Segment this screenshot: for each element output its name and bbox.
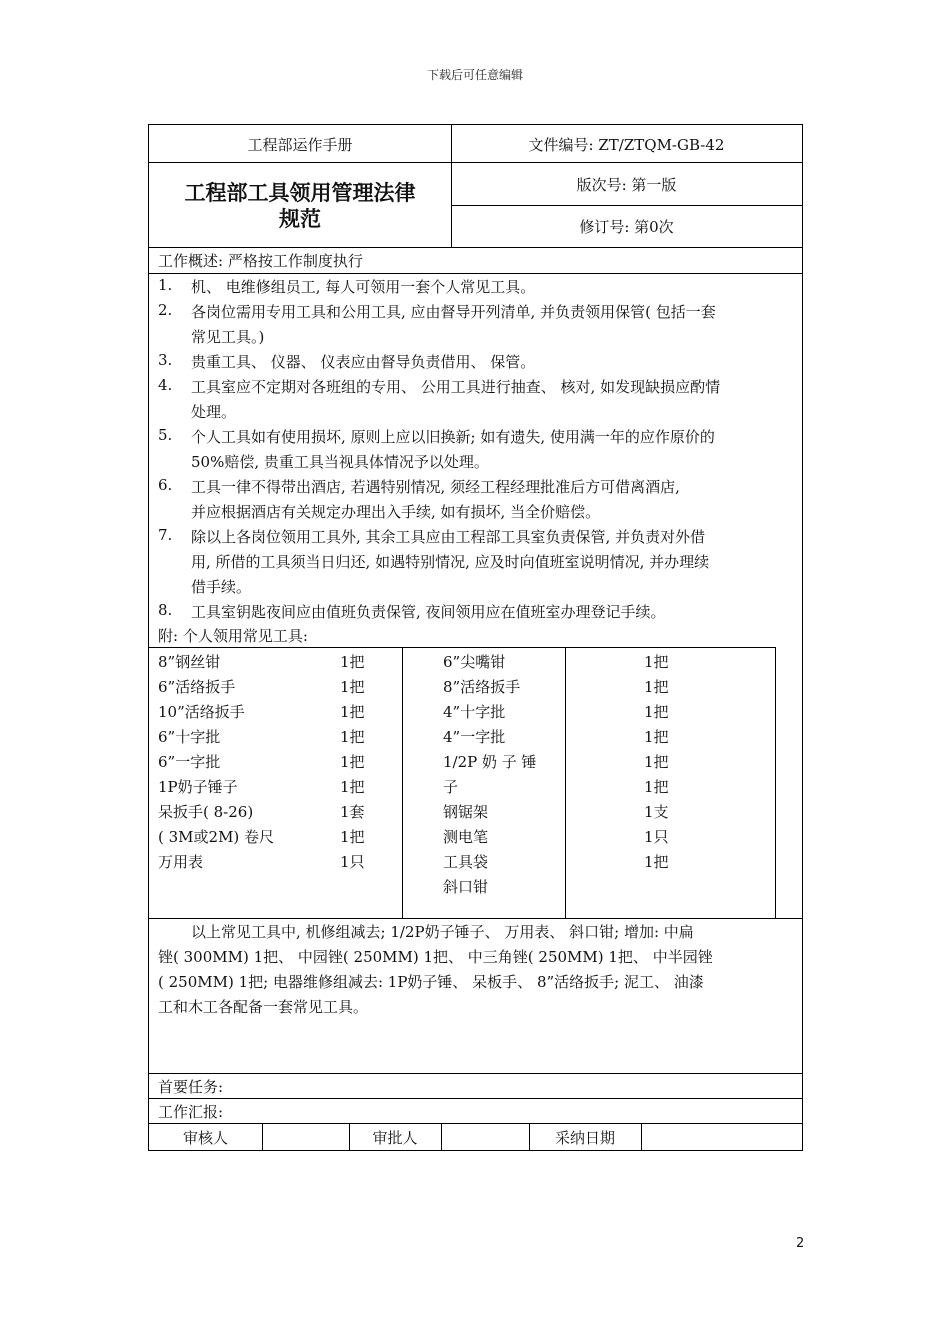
tool-quantity: 1把: [340, 778, 365, 796]
tool-name: 4”十字批: [443, 703, 506, 721]
tool-col-divider: [775, 647, 776, 918]
rule-text-line: 常见工具。): [191, 328, 265, 346]
rule: [149, 1123, 802, 1124]
tool-quantity: 1支: [644, 803, 669, 821]
rule: [149, 647, 775, 648]
rule: [149, 162, 802, 163]
rule-number: 3.: [158, 351, 173, 369]
rule: [149, 918, 802, 919]
rule-number: 6.: [158, 476, 173, 494]
tool-name: 8”钢丝钳: [158, 653, 221, 671]
appendix-title: 附: 个人领用常见工具:: [158, 627, 308, 645]
tool-quantity: 1把: [644, 853, 669, 871]
rule-text-line: 除以上各岗位领用工具外, 其余工具应由工程部工具室负责保管, 并负责对外借: [191, 528, 706, 546]
rule-number: 4.: [158, 376, 173, 394]
tool-col-divider: [565, 647, 566, 918]
title-line: 规范: [279, 207, 321, 231]
tool-quantity: 1把: [644, 753, 669, 771]
version-number: 版次号: 第一版: [576, 176, 677, 194]
rule-text-line: 工具室应不定期对各班组的专用、 公用工具进行抽查、 核对, 如发现缺损应酌情: [191, 378, 721, 396]
page-number: 2: [796, 1236, 805, 1251]
tool-col-divider: [402, 647, 403, 918]
rule: [149, 247, 802, 248]
manual-name: 工程部运作手册: [247, 136, 353, 154]
sign-col-divider: [441, 1123, 442, 1150]
rule-text-line: 用, 所借的工具须当日归还, 如遇特别情况, 应及时向值班室说明情况, 并办理续: [191, 553, 710, 571]
tool-quantity: 1把: [340, 678, 365, 696]
tool-name: 斜口钳: [443, 878, 489, 896]
tool-quantity: 1把: [340, 753, 365, 771]
rule-number: 7.: [158, 526, 173, 544]
tool-name: 4”一字批: [443, 728, 506, 746]
rule-text-line: 个人工具如有使用损坏, 原则上应以旧换新; 如有遗失, 使用满一年的应作原价的: [191, 428, 715, 446]
work-report-label: 工作汇报:: [158, 1103, 224, 1121]
tool-quantity: 1把: [644, 678, 669, 696]
rule: [149, 1098, 802, 1099]
rule-number: 8.: [158, 601, 173, 619]
tool-name: 钢锯架: [443, 803, 489, 821]
rule-number: 1.: [158, 276, 173, 294]
main-task-label: 首要任务:: [158, 1078, 224, 1096]
rule-text-line: 借手续。: [191, 578, 252, 596]
tool-name: 6”尖嘴钳: [443, 653, 506, 671]
tool-quantity: 1把: [644, 778, 669, 796]
rule-text-line: 工具一律不得带出酒店, 若遇特别情况, 须经工程经理批准后方可借离酒店,: [191, 478, 680, 496]
tool-name: 10”活络扳手: [158, 703, 245, 721]
tool-name: 1P奶子锤子: [158, 778, 238, 796]
approver-label: 审批人: [372, 1129, 418, 1147]
tool-quantity: 1只: [340, 853, 365, 871]
note-line: 工和木工各配备一套常见工具。: [158, 998, 369, 1016]
tool-quantity: 1把: [340, 728, 365, 746]
rule-text-line: 处理。: [191, 403, 237, 421]
tool-name: 8”活络扳手: [443, 678, 521, 696]
document-number: 文件编号: ZT/ZTQM-GB-42: [528, 136, 725, 154]
note-line: 以上常见工具中, 机修组减去; 1/2P奶子锤子、 万用表、 斜口钳; 增加: 中扁: [191, 923, 694, 941]
rule: [451, 205, 802, 206]
rule-text-line: 50%赔偿, 贵重工具当视具体情况予以处理。: [191, 453, 489, 471]
tool-quantity: 1把: [340, 653, 365, 671]
adopt-date-label: 采纳日期: [554, 1129, 615, 1147]
form-table: [148, 124, 803, 1151]
tool-name: 呆扳手( 8-26): [158, 803, 254, 821]
rule-text-line: 工具室钥匙夜间应由值班负责保管, 夜间领用应在值班室办理登记手续。: [191, 603, 666, 621]
rule-number: 5.: [158, 426, 173, 444]
tool-name: 6”十字批: [158, 728, 221, 746]
tool-quantity: 1把: [340, 703, 365, 721]
note-line: 锉( 300MM) 1把、 中园锉( 250MM) 1把、 中三角锉( 250MM) 1把、 中半园锉: [158, 948, 713, 966]
top-note: 下载后可任意编辑: [426, 68, 523, 82]
tool-name: 1/2P 奶 子 锤: [443, 753, 537, 771]
tool-quantity: 1把: [644, 653, 669, 671]
rule-number: 2.: [158, 301, 173, 319]
document-title: [149, 180, 451, 232]
rule: [149, 1073, 802, 1074]
tool-name: 6”活络扳手: [158, 678, 236, 696]
rule-text-line: 并应根据酒店有关规定办理出入手续, 如有损坏, 当全价赔偿。: [191, 503, 601, 521]
rule-text-line: 各岗位需用专用工具和公用工具, 应由督导开列清单, 并负责领用保管( 包括一套: [191, 303, 716, 321]
sign-col-divider: [262, 1123, 263, 1150]
title-line: 工程部工具领用管理法律: [184, 181, 416, 205]
note-line: ( 250MM) 1把; 电器维修组减去: 1P奶子锤、 呆板手、 8”活络扳手; 泥工、 油漆: [158, 973, 704, 991]
tool-quantity: 1把: [340, 828, 365, 846]
tool-quantity: 1把: [644, 703, 669, 721]
sign-col-divider: [641, 1123, 642, 1150]
tool-name: ( 3M或2M) 卷尺: [158, 828, 275, 846]
tool-quantity: 1把: [644, 728, 669, 746]
reviewer-label: 审核人: [182, 1129, 228, 1147]
tool-name: 测电笔: [443, 828, 489, 846]
tool-name: 万用表: [158, 853, 204, 871]
revision-number: 修订号: 第0次: [579, 218, 674, 236]
tool-quantity: 1套: [340, 803, 365, 821]
rule-text-line: 机、 电维修组员工, 每人可领用一套个人常见工具。: [191, 278, 536, 296]
tool-name: 6”一字批: [158, 753, 221, 771]
tool-quantity: 1只: [644, 828, 669, 846]
tool-name: 子: [443, 778, 459, 796]
rule: [149, 273, 802, 274]
tool-name: 工具袋: [443, 853, 489, 871]
rule-text-line: 贵重工具、 仪器、 仪表应由督导负责借用、 保管。: [191, 353, 536, 371]
work-overview: 工作概述: 严格按工作制度执行: [158, 252, 363, 270]
